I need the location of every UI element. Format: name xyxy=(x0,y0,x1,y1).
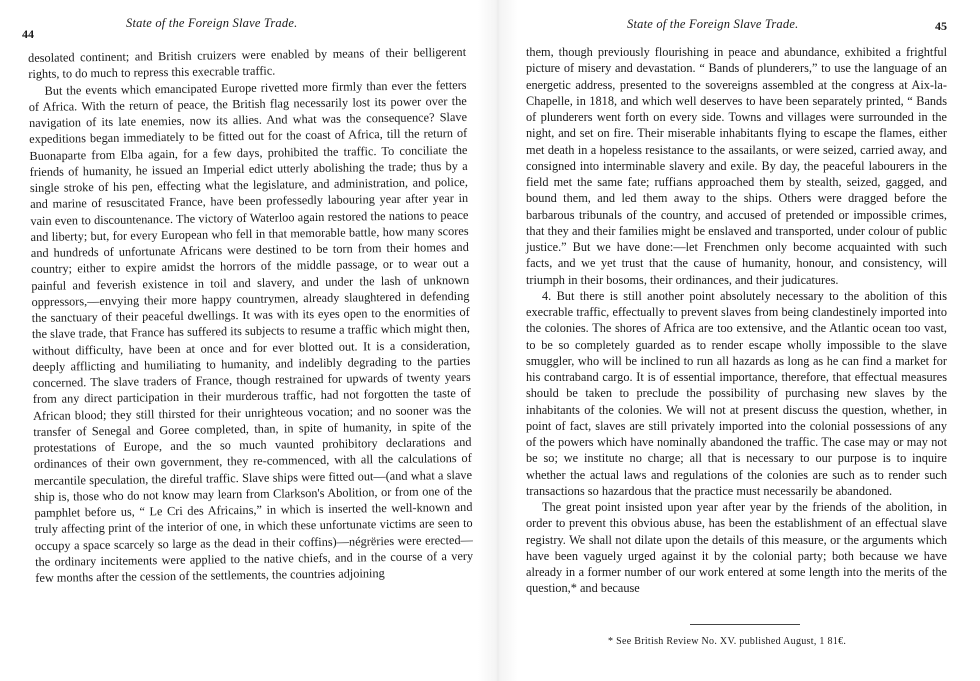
right-running-head xyxy=(520,0,955,33)
left-running-head xyxy=(14,0,474,41)
right-page xyxy=(520,0,955,681)
right-paragraph-1: them, though previously flourishing in peace and abundance, exhibited a frightful picture of misery and devastation. “ Bands of plunderers,” to use the language of an energetic address, presented to the sovereigns assembled at the congress at Aix-la-Chapelle, in 1818, and which well deserves to have been separately printed, “ Bands of plunderers went forth on every side. Towns and villages were surrounded in the night, and set on fire. Their miserable inhabitants flying to escape the flames, either met death in a hopeless resistance to the assailants, or were seized, carried away, and consigned into interminable slavery and exile. By day, the peaceful labourers in the field met the same fate; ruffians approached them by stealth, seized, gagged, and bound them, and led them away to the ships. Others were dragged before the barbarous tribunals of the country, and accused of pretended or impossible crimes, that they and their families might be enslaved and transported, under colour of public justice.” But we have done:—let Frenchmen only become acquainted with such facts, and we yet trust that the cause of humanity, honour, and consistency, will triumph in their bosoms, their ordinances, and their judicatures. xyxy=(526,45,947,287)
left-paragraph-2: But the events which emancipated Europe rivetted more firmly than ever the fetters of Africa. With the return of peace, the British flag necessarily lost its power over the navigation of its late enemies, now its allies. And what was the consequence? Slave expeditions began immediately to be fitted out for the coast of Africa, till the return of Buonaparte from Elba again, for a few days, prohibited the traffic. To conciliate the friends of humanity, he issued an Imperial edict utterly abolishing the trade; thus by a single stroke of his pen, effecting what the legislature, and administration, and police, and marine of resuscitated France, have been professedly labouring year after year in vain even to discountenance. The victory of Waterloo again restored the nations to peace and liberty; but, for every European who fell in that memorable battle, how many scores and hundreds of unfortunate Africans were destined to be torn from their homes and country; either to expire amidst the horrors of the middle passage, or to wear out a painful and feverish existence in toil and slavery, and under the lash of unknown oppressors,—envying their more happy countrymen, already slaughtered in defending the sanctuary of their peaceful dwellings. It was with its eyes open to the enormities of the slave trade, that France has suffered its subjects to resume a traffic which might then, without difficulty, have been at once and for ever blotted out. It is a consideration, deeply afflicting and humiliating to humanity, and indelibly degrading to the parties concerned. The slave traders of France, though restrained for upwards of twenty years from any direct participation in their murderous traffic, had not forgotten the taste of African blood; they still thirsted for their unrighteous vocation; and no sooner was the transfer of Senegal and Goree completed, than, in spite of humanity, in spite of the protestations of Europe, and the so much vaunted prohibitory declarations and ordinances of their own government, they re-commenced, with all the calculations of mercantile speculation, the direful traffic. Slave ships were fitted out—(and what a slave ship is, those who do not know may learn from Clarkson's Abolition, or from one of the pamphlet before us, “ Le Cri des Africains,” in which is inserted the well-known and truly affecting print of the interior of one, in which these unfortunate victims are seen to occupy a space scarcely so large as the dead in their coffins)—négrëries were erected—the ordinary incitements were applied to the native chiefs, and in the course of a very few months after the cession of the settlements, the countries adjoining xyxy=(28,77,474,585)
left-running-title: State of the Foreign Slave Trade. xyxy=(126,16,298,30)
footnote: * See British Review No. XV. published August, 1 81€. xyxy=(608,636,847,647)
right-body-text xyxy=(526,44,947,597)
left-page-number: 44 xyxy=(22,27,34,41)
footnote-rule xyxy=(690,624,800,625)
left-page xyxy=(14,0,474,681)
book-gutter xyxy=(478,0,518,681)
left-paragraph-1: desolated continent; and British cruizers were enabled by means of their belligerent rights, to do much to repress this execrable traffic. xyxy=(28,44,467,82)
left-body-text xyxy=(28,44,473,586)
right-paragraph-2: 4. But there is still another point absolutely necessary to the abolition of this execrable traffic, effectually to prevent slaves from being clandestinely imported into the colonies. The shores of Africa are too extensive, and the Atlantic ocean too vast, to be so completely guarded as to render escape wholly impossible to the slave smuggler, who will be inclined to run all hazards as long as he can find a market for his contraband cargo. It is of essential importance, therefore, that effectual measures should be taken to preclude the possibility of purchasing new slaves by the inhabitants of the colonies. We will not at present discuss the question, whether, in point of fact, slaves are still privately imported into the colonial possessions of any of the powers which have nominally abandoned the traffic. The case may or may not be so; we institute no charge; all that is necessary to our purpose is to inquire whether the actual laws and regulations of the colonies are such as to render such transactions so hazardous that the practice must necessarily be abandoned. xyxy=(526,288,947,498)
right-running-title: State of the Foreign Slave Trade. xyxy=(627,17,799,31)
right-page-number: 45 xyxy=(935,19,947,33)
right-paragraph-3: The great point insisted upon year after year by the friends of the abolition, in order to prevent this obvious abuse, has been the establishment of an effectual slave registry. We shall not dilate upon the details of this measure, or the arguments which have been vaguely urged against it by the colonial party; both because we have already in a former number of our work entered at some length into the merits of the question,* and because xyxy=(526,500,947,596)
